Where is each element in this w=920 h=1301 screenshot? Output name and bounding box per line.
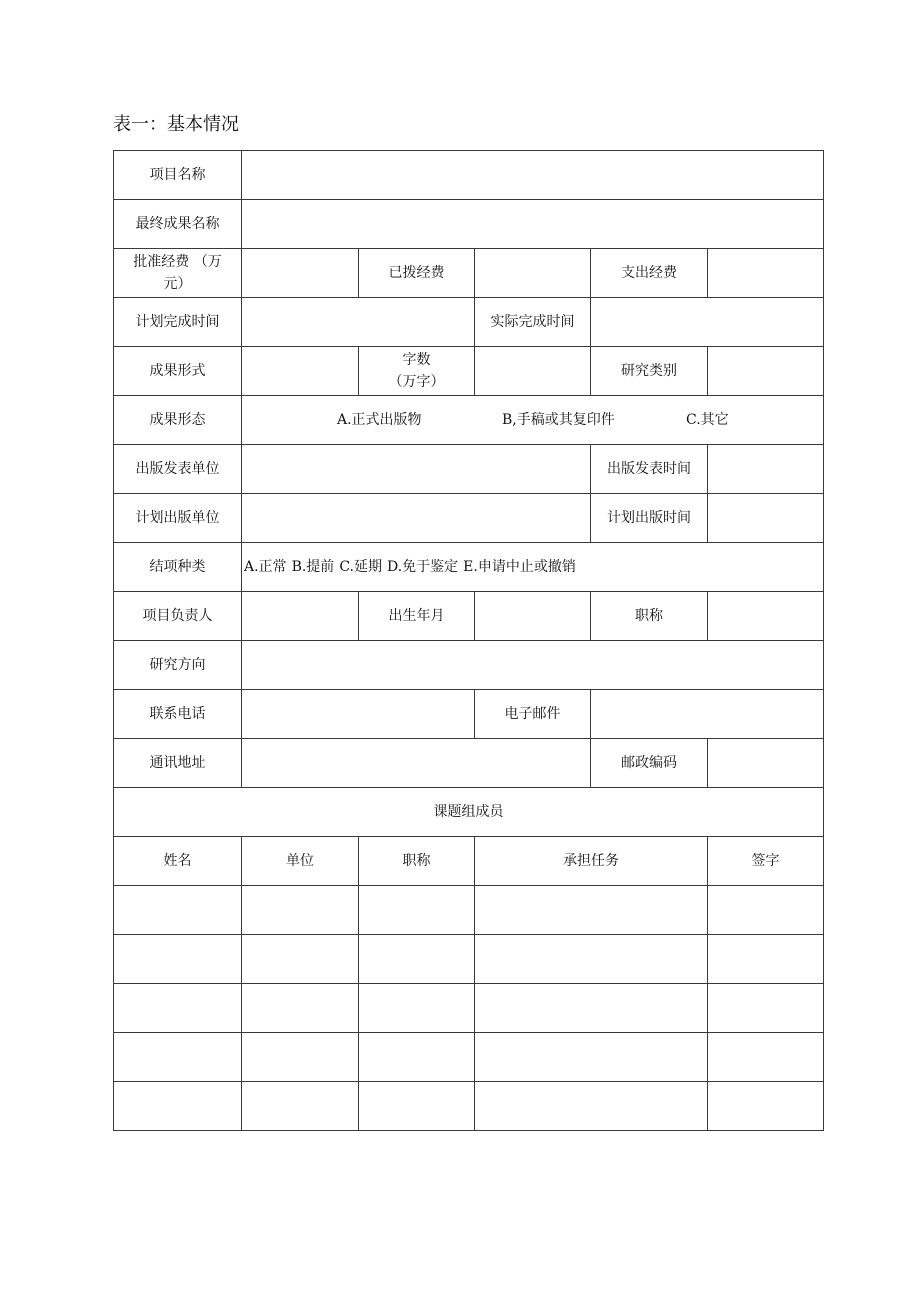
allocated-funds-label: 已拨经费: [359, 249, 475, 298]
member-name-cell[interactable]: [114, 1033, 242, 1082]
result-state-option-c[interactable]: C.其它: [686, 412, 729, 428]
basic-info-table: [113, 150, 824, 1131]
member-title-cell[interactable]: [359, 1082, 475, 1131]
job-title-field[interactable]: [708, 592, 824, 641]
word-count-field[interactable]: [475, 347, 591, 396]
member-title-cell[interactable]: [359, 984, 475, 1033]
final-result-name-field[interactable]: [242, 200, 824, 249]
birth-field[interactable]: [475, 592, 591, 641]
closure-type-label: 结项种类: [114, 543, 242, 592]
publish-time-label: 出版发表时间: [591, 445, 708, 494]
member-title-cell[interactable]: [359, 1033, 475, 1082]
member-row: [114, 1082, 824, 1131]
row-completion-time: [114, 298, 824, 347]
result-state-field[interactable]: [242, 396, 824, 445]
member-unit-cell[interactable]: [242, 935, 359, 984]
address-label: 通讯地址: [114, 739, 242, 788]
row-project-name: [114, 151, 824, 200]
closure-option-e[interactable]: E.申请中止或撤销: [463, 559, 576, 575]
member-task-cell[interactable]: [475, 1082, 708, 1131]
result-form-label: 成果形式: [114, 347, 242, 396]
word-count-label-line1: 字数: [402, 352, 431, 368]
member-unit-cell[interactable]: [242, 1033, 359, 1082]
address-field[interactable]: [242, 739, 591, 788]
member-row: [114, 886, 824, 935]
result-state-option-a[interactable]: A.正式出版物: [337, 412, 422, 428]
row-final-result-name: [114, 200, 824, 249]
result-state-option-b[interactable]: B,手稿或其复印件: [502, 412, 615, 428]
result-form-field[interactable]: [242, 347, 359, 396]
row-members-title: [114, 788, 824, 837]
approved-funds-label: 批准经费 （万元）: [114, 249, 242, 298]
planned-publisher-label: 计划出版单位: [114, 494, 242, 543]
member-task-cell[interactable]: [475, 984, 708, 1033]
members-section-title: 课题组成员: [114, 788, 824, 837]
member-unit-cell[interactable]: [242, 984, 359, 1033]
member-name-cell[interactable]: [114, 935, 242, 984]
member-unit-cell[interactable]: [242, 1082, 359, 1131]
planned-publish-time-field[interactable]: [708, 494, 824, 543]
actual-completion-label: 实际完成时间: [475, 298, 591, 347]
row-planned-publisher: [114, 494, 824, 543]
member-row: [114, 984, 824, 1033]
closure-option-d[interactable]: D.免于鉴定: [386, 559, 459, 575]
member-name-header: 姓名: [114, 837, 242, 886]
planned-publish-time-label: 计划出版时间: [591, 494, 708, 543]
member-title-header: 职称: [359, 837, 475, 886]
result-state-label: 成果形态: [114, 396, 242, 445]
publisher-label: 出版发表单位: [114, 445, 242, 494]
member-row: [114, 935, 824, 984]
member-sign-header: 签字: [708, 837, 824, 886]
closure-option-c[interactable]: C.延期: [339, 559, 382, 575]
member-task-header: 承担任务: [475, 837, 708, 886]
row-funds: [114, 249, 824, 298]
spent-funds-label: 支出经费: [591, 249, 708, 298]
member-sign-cell[interactable]: [708, 935, 824, 984]
member-sign-cell[interactable]: [708, 1033, 824, 1082]
row-contact: [114, 690, 824, 739]
row-publisher: [114, 445, 824, 494]
project-name-field[interactable]: [242, 151, 824, 200]
birth-label: 出生年月: [359, 592, 475, 641]
member-task-cell[interactable]: [475, 935, 708, 984]
page-title: 表一：基本情况: [113, 114, 239, 135]
project-name-label: 项目名称: [114, 151, 242, 200]
word-count-label: [359, 347, 475, 396]
member-unit-cell[interactable]: [242, 886, 359, 935]
result-state-options: [242, 409, 823, 431]
member-task-cell[interactable]: [475, 886, 708, 935]
research-category-label: 研究类别: [591, 347, 708, 396]
leader-label: 项目负责人: [114, 592, 242, 641]
email-field[interactable]: [591, 690, 824, 739]
member-task-cell[interactable]: [475, 1033, 708, 1082]
phone-label: 联系电话: [114, 690, 242, 739]
research-direction-field[interactable]: [242, 641, 824, 690]
row-leader: [114, 592, 824, 641]
members-header-row: [114, 837, 824, 886]
research-category-field[interactable]: [708, 347, 824, 396]
allocated-funds-field[interactable]: [475, 249, 591, 298]
actual-completion-field[interactable]: [591, 298, 824, 347]
planned-completion-field[interactable]: [242, 298, 475, 347]
email-label: 电子邮件: [475, 690, 591, 739]
approved-funds-field[interactable]: [242, 249, 359, 298]
member-row: [114, 1033, 824, 1082]
row-research-direction: [114, 641, 824, 690]
member-title-cell[interactable]: [359, 935, 475, 984]
closure-option-b[interactable]: B.提前: [291, 559, 335, 575]
publish-time-field[interactable]: [708, 445, 824, 494]
closure-type-field[interactable]: [242, 543, 824, 592]
job-title-label: 职称: [591, 592, 708, 641]
postcode-label: 邮政编码: [591, 739, 708, 788]
leader-field[interactable]: [242, 592, 359, 641]
member-sign-cell[interactable]: [708, 1082, 824, 1131]
member-sign-cell[interactable]: [708, 886, 824, 935]
planned-publisher-field[interactable]: [242, 494, 591, 543]
member-sign-cell[interactable]: [708, 984, 824, 1033]
closure-option-a[interactable]: A.正常: [244, 559, 287, 575]
publisher-field[interactable]: [242, 445, 591, 494]
row-closure-type: [114, 543, 824, 592]
row-result-form: [114, 347, 824, 396]
spent-funds-field[interactable]: [708, 249, 824, 298]
word-count-label-line2: （万字）: [388, 374, 445, 390]
member-name-cell[interactable]: [114, 1082, 242, 1131]
phone-field[interactable]: [242, 690, 475, 739]
member-name-cell[interactable]: [114, 984, 242, 1033]
postcode-field[interactable]: [708, 739, 824, 788]
member-unit-header: 单位: [242, 837, 359, 886]
member-name-cell[interactable]: [114, 886, 242, 935]
planned-completion-label: 计划完成时间: [114, 298, 242, 347]
research-direction-label: 研究方向: [114, 641, 242, 690]
member-title-cell[interactable]: [359, 886, 475, 935]
final-result-name-label: 最终成果名称: [114, 200, 242, 249]
row-address: [114, 739, 824, 788]
row-result-state: [114, 396, 824, 445]
